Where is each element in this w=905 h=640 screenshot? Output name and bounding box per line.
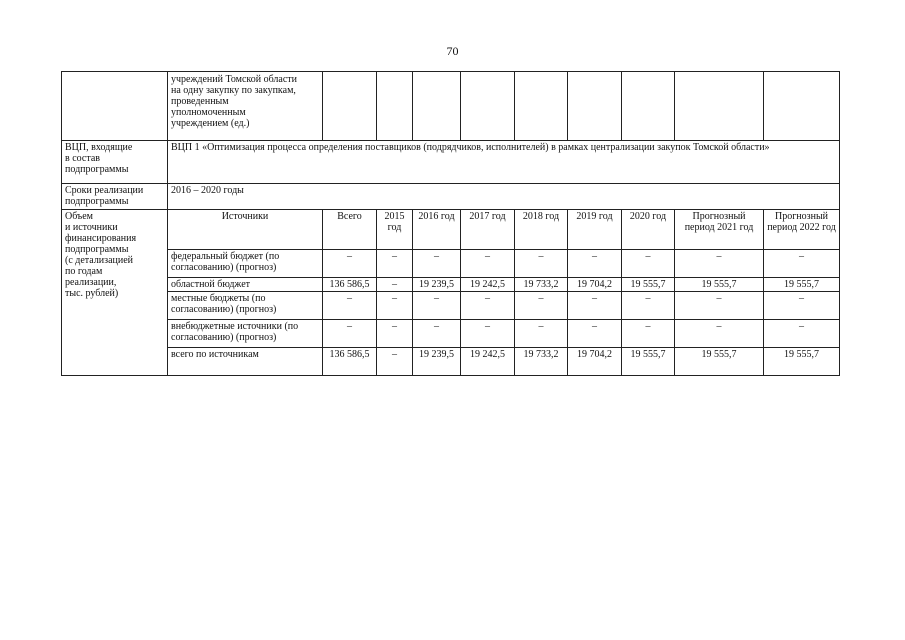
vcp-label: ВЦП, входящие в состав подпрограммы (62, 141, 168, 184)
continuation-row (62, 72, 840, 141)
finance-value: – (461, 250, 515, 278)
finance-value: – (323, 250, 377, 278)
finance-value: 19 242,5 (461, 348, 515, 376)
finance-value: – (675, 292, 764, 320)
cont-text-line: проведенным (171, 96, 229, 107)
finance-value: – (515, 250, 568, 278)
finance-value: 19 239,5 (413, 278, 461, 292)
header-total: Всего (323, 210, 377, 250)
finance-value: 19 704,2 (568, 348, 622, 376)
finance-value: – (377, 278, 413, 292)
finance-value: – (377, 250, 413, 278)
finance-value: – (515, 292, 568, 320)
finance-value: 19 555,7 (764, 278, 840, 292)
finance-value: – (568, 292, 622, 320)
finance-value: – (377, 348, 413, 376)
finance-source: внебюджетные источники (по согласованию) (прогноз) (168, 320, 323, 348)
finance-value: – (323, 320, 377, 348)
header-2016: 2016 год (413, 210, 461, 250)
header-2019: 2019 год (568, 210, 622, 250)
finance-value: 136 586,5 (323, 278, 377, 292)
finance-header-row (62, 210, 840, 250)
finance-source: всего по источникам (168, 348, 323, 376)
finance-value: 19 555,7 (675, 348, 764, 376)
finance-value: 19 555,7 (622, 348, 675, 376)
finance-value: – (764, 250, 840, 278)
cont-text-line: учреждением (ед.) (171, 118, 250, 129)
finance-value: – (515, 320, 568, 348)
finance-value: – (413, 250, 461, 278)
terms-label: Сроки реализации подпрограммы (62, 184, 168, 210)
finance-value: 19 239,5 (413, 348, 461, 376)
header-2021: Прогнозный период 2021 год (675, 210, 764, 250)
header-2017: 2017 год (461, 210, 515, 250)
header-2020: 2020 год (622, 210, 675, 250)
header-2015: 2015 год (377, 210, 413, 250)
finance-value: – (568, 250, 622, 278)
cont-text-line: уполномоченным (171, 107, 246, 118)
finance-value: – (622, 250, 675, 278)
finance-row (62, 348, 840, 376)
header-sources: Источники (168, 210, 323, 250)
finance-value: – (377, 292, 413, 320)
finance-source: местные бюджеты (по согласованию) (прогноз) (168, 292, 323, 320)
finance-value: 19 555,7 (622, 278, 675, 292)
finance-row (62, 292, 840, 320)
terms-row (62, 184, 840, 210)
cont-text-line: учреждений Томской области (171, 74, 298, 85)
finance-value: – (323, 292, 377, 320)
finance-source: федеральный бюджет (по согласованию) (прогноз) (168, 250, 323, 278)
finance-label: Объем и источники финансирования подпрограммы (с детализацией по годам реализации, тыс. рублей) (62, 210, 168, 376)
finance-value: – (764, 292, 840, 320)
finance-row (62, 250, 840, 278)
finance-value: 19 733,2 (515, 348, 568, 376)
finance-value: – (622, 292, 675, 320)
finance-value: – (413, 292, 461, 320)
finance-row (62, 278, 840, 292)
finance-value: – (461, 292, 515, 320)
finance-value: 19 242,5 (461, 278, 515, 292)
cont-text-line: на одну закупку по закупкам, (171, 85, 296, 96)
finance-value: – (675, 250, 764, 278)
finance-value: – (568, 320, 622, 348)
passport-table (61, 71, 840, 376)
finance-value: – (764, 320, 840, 348)
finance-source: областной бюджет (168, 278, 323, 292)
finance-value: – (377, 320, 413, 348)
finance-value: 136 586,5 (323, 348, 377, 376)
finance-value: – (675, 320, 764, 348)
cont-label-cell (62, 72, 168, 141)
finance-value: 19 704,2 (568, 278, 622, 292)
finance-value: – (622, 320, 675, 348)
finance-value: – (461, 320, 515, 348)
finance-value: 19 555,7 (675, 278, 764, 292)
finance-row (62, 320, 840, 348)
header-2022: Прогнозный период 2022 год (764, 210, 840, 250)
vcp-row (62, 141, 840, 184)
cont-text-cell (168, 72, 323, 141)
finance-value: 19 733,2 (515, 278, 568, 292)
page-number: 70 (446, 44, 459, 58)
finance-value: – (413, 320, 461, 348)
header-2018: 2018 год (515, 210, 568, 250)
finance-value: 19 555,7 (764, 348, 840, 376)
terms-value: 2016 – 2020 годы (168, 184, 840, 210)
vcp-value: ВЦП 1 «Оптимизация процесса определения поставщиков (подрядчиков, исполнителей) в рамках централизации закупок Томской области» (168, 141, 840, 184)
